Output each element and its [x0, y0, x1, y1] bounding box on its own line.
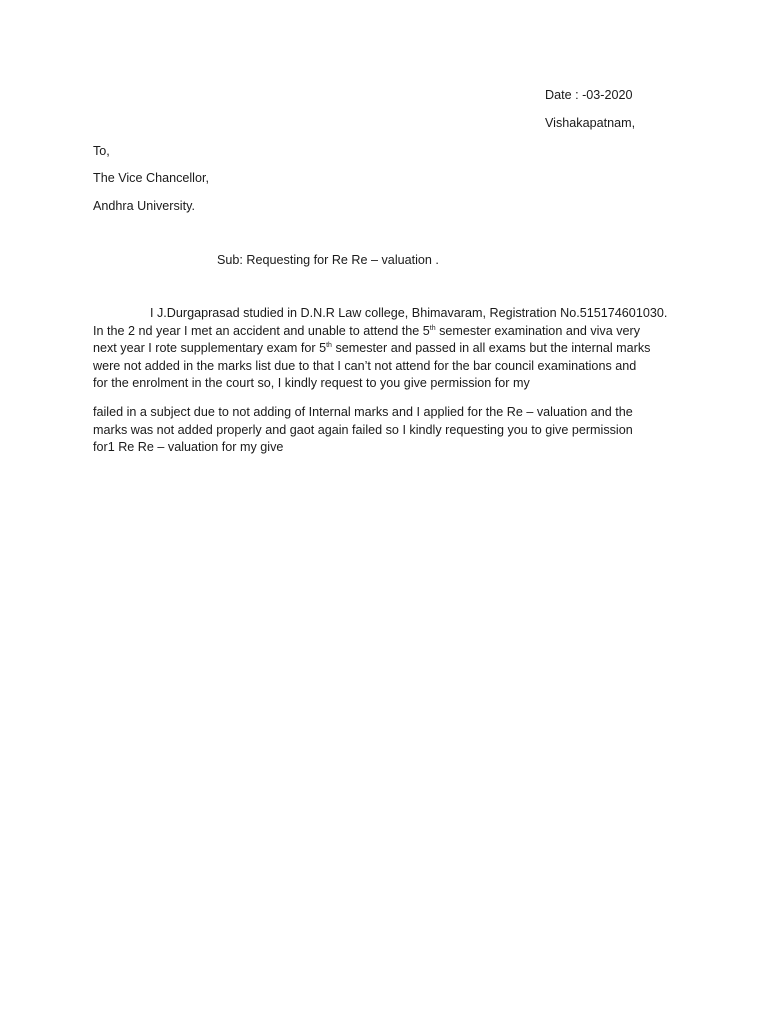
- paragraph-1-row-3-text-b: semester and passed in all exams but the internal marks: [331, 341, 651, 356]
- body-paragraph-1: [93, 305, 683, 393]
- paragraph-1-row-2: [93, 323, 683, 341]
- date-line: Date : -03-2020: [545, 88, 633, 102]
- subject-line: Sub: Requesting for Re Re – valuation .: [217, 253, 439, 267]
- paragraph-1-row-2-superscript: th: [429, 324, 436, 332]
- recipient-institution: Andhra University.: [93, 199, 195, 213]
- paragraph-2-row-2: marks was not added properly and gaot again failed so I kindly requesting you to give permission: [93, 422, 633, 437]
- paragraph-1-row-5: for the enrolment in the court so, I kindly request to you give permission for my: [93, 376, 530, 391]
- place-line: Vishakapatnam,: [545, 116, 636, 130]
- paragraph-1-row-1: I J.Durgaprasad studied in D.N.R Law college, Bhimavaram, Registration No.515174601030.: [150, 306, 668, 320]
- paragraph-1-row-4: were not added in the marks list due to that I can’t not attend for the bar council examinations and: [93, 358, 637, 373]
- paragraph-1-row-3-superscript: th: [326, 342, 332, 349]
- paragraph-2-row-3: for1 Re Re – valuation for my give: [93, 440, 284, 455]
- recipient-title: The Vice Chancellor,: [93, 171, 209, 185]
- paragraph-2-row-1: failed in a subject due to not adding of Internal marks and I applied for the Re – valuation and the: [93, 405, 633, 419]
- paragraph-1-row-3-text-a: next year I rote supplementary exam for 5: [93, 341, 327, 356]
- paragraph-1-row-2-text-a: In the 2 nd year I met an accident and unable to attend the 5: [93, 323, 430, 338]
- paragraph-1-row-3: [93, 340, 683, 358]
- salutation-to: To,: [93, 144, 110, 158]
- paragraph-1-row-2-text-b: semester examination and viva very: [435, 323, 641, 338]
- body-paragraph-2: [93, 404, 683, 457]
